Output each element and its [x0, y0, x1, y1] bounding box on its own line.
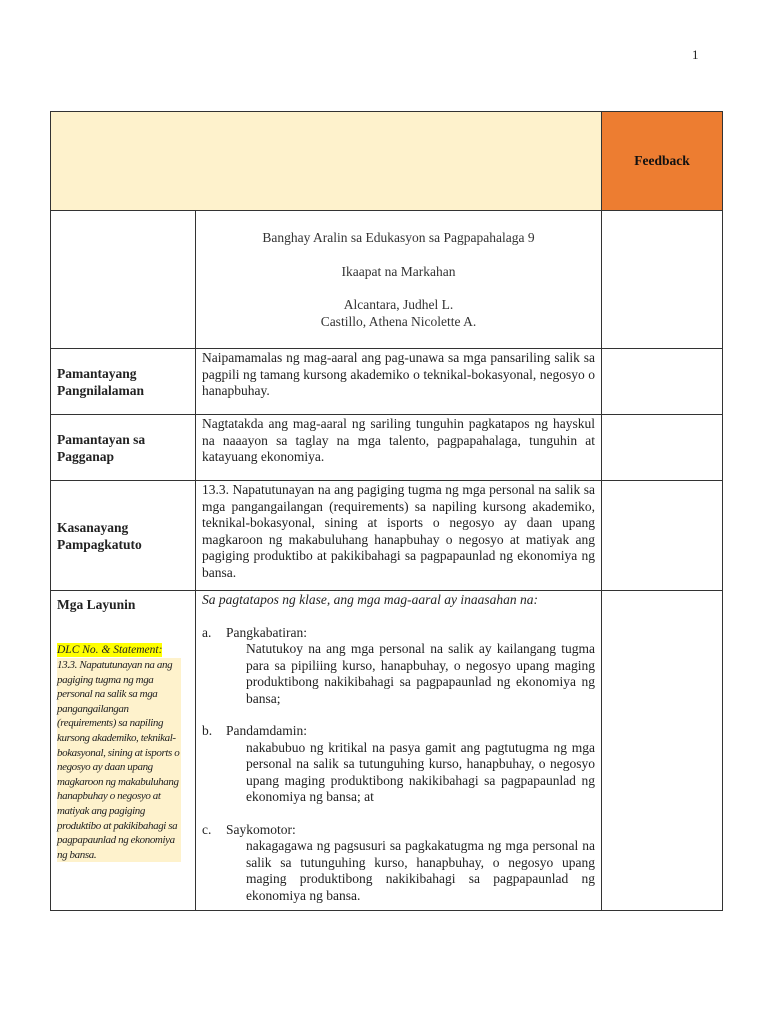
- objective-item: [202, 723, 595, 806]
- objective-letter: c.: [202, 821, 212, 837]
- objective-letter: a.: [202, 624, 212, 640]
- performance-standard-row: [51, 415, 723, 481]
- header-blank-cell: [51, 112, 602, 211]
- objective-letter: b.: [202, 723, 213, 738]
- author-name: Castillo, Athena Nicolette A.: [320, 313, 477, 329]
- title-left-blank: [51, 211, 196, 349]
- header-row: [51, 112, 723, 211]
- feedback-cell: [602, 349, 723, 415]
- feedback-cell: [602, 211, 723, 349]
- feedback-header: Feedback: [602, 112, 723, 211]
- objective-item: [202, 822, 595, 905]
- quarter-label: Ikaapat na Markahan: [341, 263, 456, 279]
- objectives-content: [196, 591, 602, 911]
- row-label: Pamantayan sa Pagganap: [51, 415, 196, 481]
- dlc-heading: DLC No. & Statement:: [57, 644, 163, 656]
- objective-item: [202, 625, 595, 708]
- row-content: 13.3. Napatutunayan na ang pagiging tugma ng mga personal na salik sa mga pangangailangan (requirements) sa napiling kursong akademiko, teknikal-bokasyonal, sining at isports o negosyo ay daan upang magkaroon ng makabuluhang hanapbuhay o negosyo at matiyak ang pagiging produktibo at pakikibahagi sa pagpapaunlad ng ekonomiya ng bansa.: [196, 481, 602, 591]
- feedback-cell: [602, 481, 723, 591]
- page-number: 1: [692, 47, 699, 62]
- learning-competency-row: [51, 481, 723, 591]
- objectives-label: Mga Layunin: [57, 597, 136, 612]
- objective-text: nakabubuo ng kritikal na pasya gamit ang pagtutugma ng mga personal na salik sa tutunguhing kurso, hanapbuhay, o negosyo upang maging produktibong nakikibahagi sa pagpapaunlad ng ekonomiya ng bansa; at: [246, 739, 595, 804]
- objectives-intro: Sa pagtatapos ng klase, ang mga mag-aaral ay inaasahan na:: [202, 592, 538, 607]
- row-label: Kasanayang Pampagkatuto: [51, 481, 196, 591]
- objectives-row: [51, 591, 723, 911]
- objective-text: nakagagawa ng pagsusuri sa pagkakatugma ng mga personal na salik sa tutunguhing kurso, hanapbuhay, o negosyo upang maging produktibong nakikibahagi sa pagpapaunlad ng ekonomiya ng bansa.: [246, 838, 595, 903]
- objectives-label-cell: [51, 591, 196, 911]
- row-content: Naipamamalas ng mag-aaral ang pag-unawa sa mga pansariling salik sa pagpili ng tamang kursong akademiko o teknikal-bokasyonal, negosyo o hanapbuhay.: [196, 349, 602, 415]
- title-row: [51, 211, 723, 349]
- row-content: Nagtatakda ang mag-aaral ng sariling tunguhin pagkatapos ng hayskul na naaayon sa taglay na mga talento, pagpapahalaga, tunguhin at katayuang ekonomiya.: [196, 415, 602, 481]
- lesson-title: Banghay Aralin sa Edukasyon sa Pagpapahalaga 9: [262, 230, 535, 245]
- feedback-cell: [602, 591, 723, 911]
- objective-title: Pangkabatiran:: [226, 624, 307, 640]
- feedback-cell: [602, 415, 723, 481]
- objective-text: Natutukoy na ang mga personal na salik ay kailangang tugma para sa pipiliing kurso, hanapbuhay, o negosyo upang maging produktibong nakikibahagi sa pagpapaunlad ng ekonomiya ng bansa;: [246, 641, 595, 706]
- content-standard-row: [51, 349, 723, 415]
- lesson-plan-table: [50, 111, 723, 911]
- objective-title: Pandamdamin:: [226, 723, 307, 738]
- dlc-statement: 13.3. Napatutunayan na ang pagiging tugma ng mga personal na salik sa mga pangangailangan (requirements) sa napiling kursong akademiko, teknikal-bokasyonal, sining at isports o negosyo ay daan upang magkaroon ng makabuluhang hanapbuhay o negosyo at matiyak ang pagiging produktibo at pakikibahagi sa pagpapaunlad ng ekonomiya ng bansa.: [57, 659, 180, 861]
- title-info-cell: [196, 211, 602, 349]
- author-name: Alcantara, Judhel L.: [343, 297, 454, 312]
- row-label: Pamantayang Pangnilalaman: [51, 349, 196, 415]
- objective-title: Saykomotor:: [226, 821, 296, 837]
